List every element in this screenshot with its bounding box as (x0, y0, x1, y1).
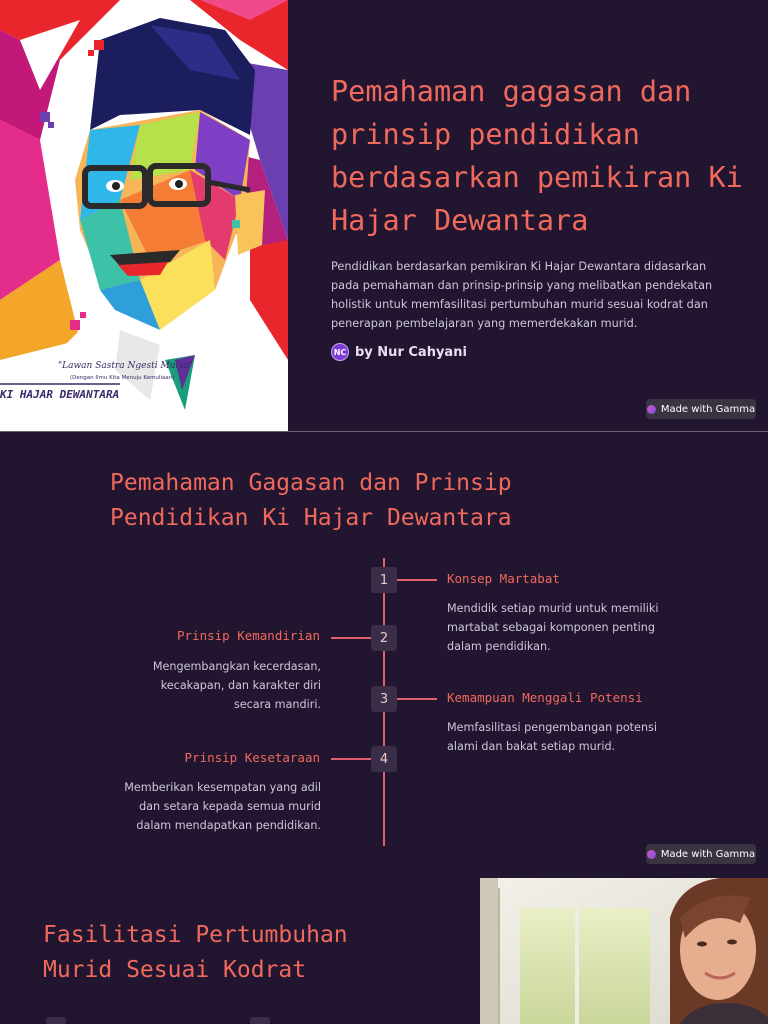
art-motto: "Lawan Sastra Ngesti Mulya" (58, 361, 193, 371)
teacher-photo-image (480, 878, 768, 1024)
timeline-step-4-text: Memberikan kesempatan yang adil dan setara kepada semua murid dalam mendapatkan pendidikan. (124, 781, 321, 832)
timeline-step-2-heading: Prinsip Kemandirian (177, 628, 320, 643)
gamma-logo-icon (647, 405, 656, 414)
timeline-step-3-number: 3 (371, 686, 397, 712)
slide-3-title: Fasilitasi Pertumbuhan Murid Sesuai Kodrat (43, 922, 348, 983)
timeline-connector-3 (397, 698, 437, 700)
timeline-step-2-text: Mengembangkan kecerdasan, kecakapan, dan karakter diri secara mandiri. (152, 660, 321, 711)
slide-2-title: Pemahaman Gagasan dan Prinsip Pendidikan Ki Hajar Dewantara (110, 470, 512, 531)
timeline-step-1-text: Mendidik setiap murid untuk memiliki martabat sebagai komponen penting dalam pendidikan. (447, 602, 659, 653)
slide-1-description: Pendidikan berdasarkan pemikiran Ki Hajar Dewantara didasarkan pada pemahaman dan prinsip-prinsip yang melibatkan pendekatan holistik untuk memfasilitasi pertumbuhan murid sesuai kodrat dan penerapan pembelajaran yang memerdekakan murid. (331, 260, 713, 330)
gamma-badge-label: Made with Gamma (660, 848, 756, 860)
art-motto-sub: (Dengan Ilmu Kita Menuju Kemuliaan) (70, 375, 175, 381)
slide-3-bullet-2 (250, 1017, 270, 1024)
timeline-step-1-heading: Konsep Martabat (447, 571, 560, 586)
timeline-connector-4 (331, 758, 371, 760)
art-name: KI HAJAR DEWANTARA (0, 388, 120, 401)
timeline-connector-1 (397, 579, 437, 581)
timeline-step-4-heading: Prinsip Kesetaraan (184, 750, 320, 765)
timeline-step-4-number: 4 (371, 746, 397, 772)
timeline-connector-2 (331, 637, 371, 639)
ki-hajar-dewantara-pop-art (0, 0, 288, 432)
author-avatar: NC (331, 343, 349, 361)
made-with-gamma-badge[interactable] (646, 399, 756, 419)
timeline-step-1-number: 1 (371, 567, 397, 593)
gamma-logo-icon (647, 850, 656, 859)
timeline-step-2-number: 2 (371, 625, 397, 651)
slide-3-bullet-1 (46, 1017, 66, 1024)
slide-3 (0, 878, 768, 1024)
timeline-step-3-text: Memfasilitasi pengembangan potensi alami dan bakat setiap murid. (447, 721, 657, 753)
author-name: by Nur Cahyani (355, 344, 467, 360)
teacher-photo (480, 878, 768, 1024)
timeline-step-3-heading: Kemampuan Menggali Potensi (447, 690, 643, 705)
slide-1-title: Pemahaman gagasan dan prinsip pendidikan berdasarkan pemikiran Ki Hajar Dewantara (331, 75, 743, 237)
gamma-badge-label: Made with Gamma (660, 403, 756, 415)
portrait-illustration (0, 0, 288, 432)
author-byline (331, 343, 467, 361)
slide-1 (0, 0, 768, 432)
made-with-gamma-badge-2[interactable] (646, 844, 756, 864)
slide-2 (0, 432, 768, 878)
